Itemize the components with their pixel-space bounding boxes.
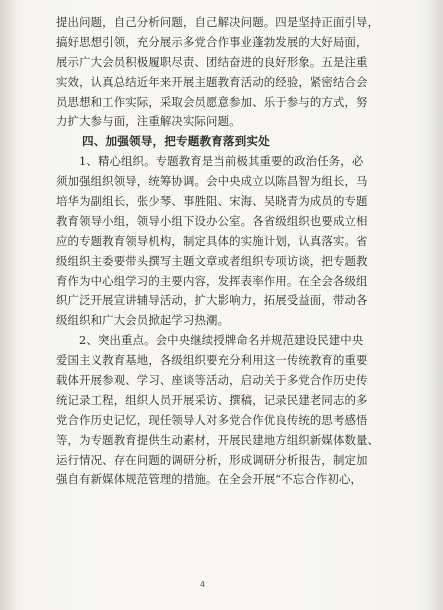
body-line: 党合作历史记忆，现任领导人对多党合作优良传统的思考感悟 — [56, 412, 368, 427]
body-line: 级组织和广大会员掀起学习热潮。 — [56, 313, 230, 328]
scan-edge-shadow-right — [429, 0, 443, 610]
body-line: 统记录工程，组织人员开展采访、撰稿，记录民建老同志的多 — [56, 392, 368, 407]
body-line: 教育领导小组，领导小组下设办公室。各省级组织也要成立相 — [56, 213, 368, 228]
document-body — [56, 13, 396, 490]
body-line: 提出问题，自己分析问题，自己解决问题。四是坚持正面引导， — [56, 15, 380, 29]
scan-edge-shadow-left — [0, 0, 18, 610]
body-line: 员思想和工作实际，采取会员愿意参加、乐于参与的方式，努 — [56, 94, 368, 109]
body-line: 等，为专题教育提供生动素材，开展民建地方组织新媒体数量、 — [56, 432, 380, 447]
body-line: 爱国主义教育基地，各级组织要充分利用这一传统教育的重要 — [56, 353, 368, 368]
body-line: 载体开展参观、学习、座谈等活动，启动关于多党合作历史传 — [56, 373, 368, 388]
body-line: 实效，认真总结近年来开展主题教育活动的经验，紧密结合会 — [56, 74, 368, 89]
body-line: 级组织主委要带头撰写主题文章或者组织专项访谈，把专题教 — [56, 253, 368, 268]
body-line: 培华为副组长，张少琴、事胜阻、宋海、吴晓青为成员的专题 — [56, 194, 368, 209]
body-line: 搞好思想引领，充分展示多党合作事业蓬勃发展的大好局面， — [56, 34, 368, 49]
body-line: 育作为中心组学习的主要内容，发挥表率作用。在全会各级组 — [56, 273, 368, 288]
paragraph-start-line: 1、精心组织。专题教育是当前极其重要的政治任务，必 — [79, 154, 364, 169]
body-line: 须加强组织领导，统筹协调。会中央成立以陈昌智为组长，马 — [56, 174, 368, 189]
page-number: 4 — [200, 580, 206, 589]
body-line: 力扩大参与面，注重解决实际问题。 — [56, 114, 241, 129]
body-line: 织广泛开展宣讲辅导活动，扩大影响力，拓展受益面，带动各 — [56, 293, 368, 308]
paragraph-start-line: 2、突出重点。会中央继续授牌命名并规范建设民建中央 — [79, 333, 364, 348]
body-line: 运行情况、存在问题的调研分析，形成调研分析报告，制定加 — [56, 452, 368, 467]
section-heading: 四、加强领导，把专题教育落到实处 — [82, 134, 270, 149]
body-line: 应的专题教育领导机构，制定具体的实施计划，认真落实。省 — [56, 233, 368, 248]
body-line: 展示广大会员积极履职尽责、团结奋进的良好形象。五是注重 — [56, 54, 368, 69]
body-line: 强自有新媒体规范管理的措施。在全会开展“不忘合作初心， — [56, 472, 363, 487]
